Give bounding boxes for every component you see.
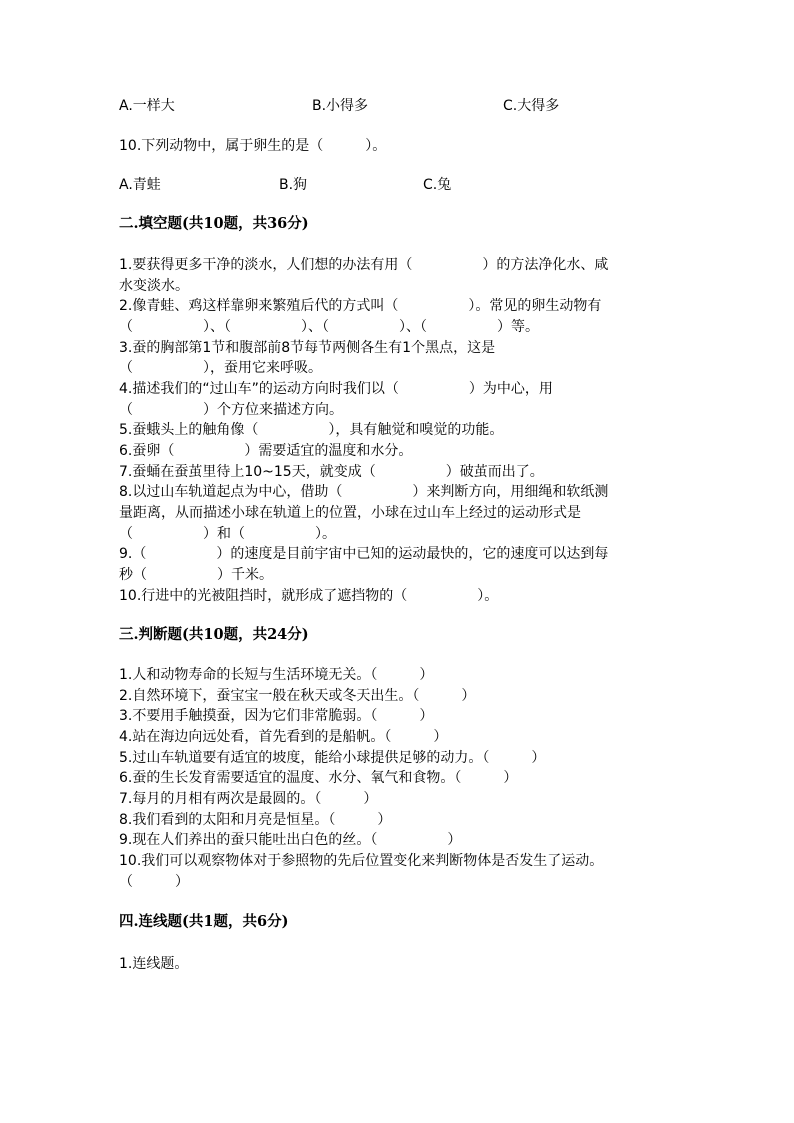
judge-line: 5.过山车轨道要有适宜的坡度，能给小球提供足够的动力。（ ） bbox=[119, 750, 546, 766]
q10-option-a: A.青蛙 bbox=[119, 177, 161, 193]
fill-line: 6.蚕卵（ ）需要适宜的温度和水分。 bbox=[119, 443, 413, 459]
judge-line: 10.我们可以观察物体对于参照物的先后位置变化来判断物体是否发生了运动。 bbox=[119, 853, 604, 869]
fill-line: 8.以过山车轨道起点为中心，借助（ ）来判断方向，用细绳和软纸测 bbox=[119, 484, 609, 500]
fill-line: 秒（ ）千米。 bbox=[119, 567, 273, 583]
fill-line: 量距离，从而描述小球在轨道上的位置，小球在过山车上经过的运动形式是 bbox=[119, 505, 581, 521]
fill-line: 4.描述我们的“过山车”的运动方向时我们以（ ）为中心，用 bbox=[119, 381, 553, 397]
fill-line: 3.蚕的胸部第1节和腹部前8节每节两侧各生有1个黑点，这是 bbox=[119, 340, 496, 356]
fill-line: 1.要获得更多干净的淡水，人们想的办法有用（ ）的方法净化水、咸 bbox=[119, 257, 609, 273]
judge-line: 8.我们看到的太阳和月亮是恒星。（ ） bbox=[119, 812, 392, 828]
q10-option-b: B.狗 bbox=[279, 177, 308, 193]
fill-line: （ ）、（ ）、（ ）、（ ）等。 bbox=[119, 319, 539, 335]
section-4-title: 四.连线题(共1题，共6分) bbox=[119, 913, 289, 930]
fill-line: 10.行进中的光被阻挡时，就形成了遮挡物的（ ）。 bbox=[119, 588, 499, 604]
fill-line: （ ），蚕用它来呼吸。 bbox=[119, 360, 322, 376]
judge-line: 7.每月的月相有两次是最圆的。（ ） bbox=[119, 791, 378, 807]
fill-line: （ ）和（ ）。 bbox=[119, 526, 336, 542]
judge-line: 4.站在海边向远处看，首先看到的是船帆。（ ） bbox=[119, 729, 448, 745]
fill-line: 2.像青蛙、鸡这样靠卵来繁殖后代的方式叫（ ）。常见的卵生动物有 bbox=[119, 298, 602, 314]
fill-line: 7.蚕蛹在蚕茧里待上10~15天，就变成（ ）破茧而出了。 bbox=[119, 464, 544, 480]
q10-stem: 10.下列动物中，属于卵生的是（ ）。 bbox=[119, 138, 387, 154]
q9-option-b: B.小得多 bbox=[312, 98, 369, 114]
judge-line: 2.自然环境下，蚕宝宝一般在秋天或冬天出生。（ ） bbox=[119, 688, 476, 704]
judge-line: （ ） bbox=[119, 874, 189, 890]
fill-line: 水变淡水。 bbox=[119, 278, 189, 294]
q9-option-c: C.大得多 bbox=[503, 98, 560, 114]
section-2-title: 二.填空题(共10题，共36分) bbox=[119, 215, 309, 232]
fill-line: 5.蚕蛾头上的触角像（ ），具有触觉和嗅觉的功能。 bbox=[119, 422, 504, 438]
q9-option-a: A.一样大 bbox=[119, 98, 175, 114]
judge-line: 1.人和动物寿命的长短与生活环境无关。（ ） bbox=[119, 667, 434, 683]
fill-line: （ ）个方位来描述方向。 bbox=[119, 402, 343, 418]
match-line: 1.连线题。 bbox=[119, 956, 189, 972]
judge-line: 6.蚕的生长发育需要适宜的温度、水分、氧气和食物。（ ） bbox=[119, 770, 518, 786]
section-3-title: 三.判断题(共10题，共24分) bbox=[119, 626, 309, 643]
fill-line: 9.（ ）的速度是目前宇宙中已知的运动最快的，它的速度可以达到每 bbox=[119, 546, 609, 562]
q10-option-c: C.兔 bbox=[423, 177, 452, 193]
judge-line: 3.不要用手触摸蚕，因为它们非常脆弱。（ ） bbox=[119, 708, 434, 724]
judge-line: 9.现在人们养出的蚕只能吐出白色的丝。（ ） bbox=[119, 832, 462, 848]
